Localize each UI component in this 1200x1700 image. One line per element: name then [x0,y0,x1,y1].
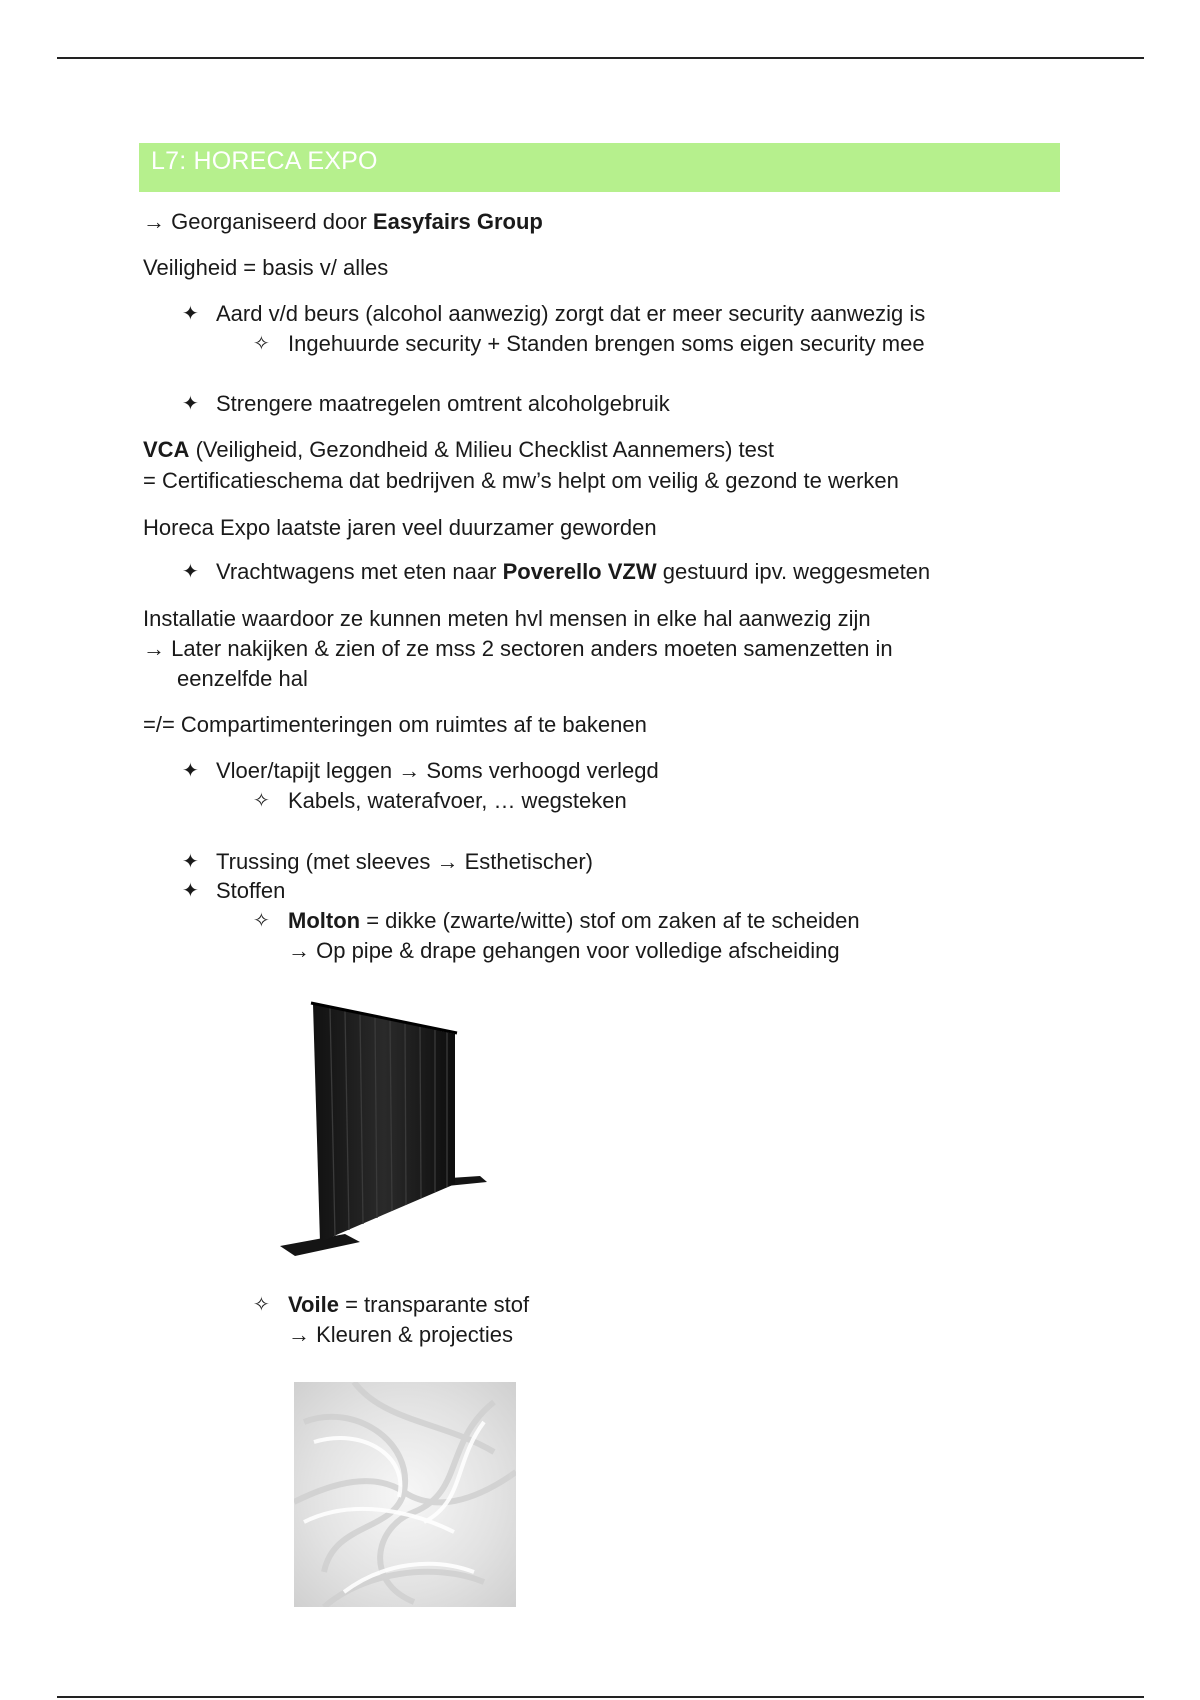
bullet-icon: ✦ [182,851,199,873]
bullet-icon: ✦ [182,760,199,782]
molton-line: Molton = dikke (zwarte/witte) stof om zaken af te scheiden [288,908,860,933]
sub-bullet-icon: ✧ [253,1294,270,1316]
bullet-icon: ✦ [182,303,199,325]
compart-floor: Vloer/tapijt leggen → Soms verhoogd verlegd [216,758,659,783]
bullet-icon: ✦ [182,880,199,902]
section-heading: L7: HORECA EXPO [151,147,378,175]
poverello-name: Poverello VZW [502,559,657,584]
vca-definition: = Certificatieschema dat bedrijven & mw’s helpt om veilig & gezond te werken [143,468,899,493]
voile-fabric-image [294,1382,516,1607]
install-line-3: eenzelfde hal [177,666,308,691]
molton-term: Molton [288,908,361,933]
organized-line: → Georganiseerd door Easyfairs Group [143,209,543,234]
bullet-icon: ✦ [182,561,199,583]
safety-bullet-1: Aard v/d beurs (alcohol aanwezig) zorgt dat er meer security aanwezig is [216,301,926,326]
install-line-2: → Later nakijken & zien of ze mss 2 sectoren anders moeten samenzetten in [143,636,893,661]
compart-fabrics: Stoffen [216,878,286,903]
section-heading-bar [139,143,1060,192]
voile-line-2: → Kleuren & projecties [288,1322,513,1347]
sustain-bullet: Vrachtwagens met eten naar Poverello VZW gestuurd ipv. weggesmeten [216,559,931,584]
organizer-name: Easyfairs Group [372,209,543,234]
bottom-rule [57,1696,1144,1698]
safety-line: Veiligheid = basis v/ alles [143,255,389,280]
vca-term: VCA [143,437,190,462]
safety-bullet-2: Strengere maatregelen omtrent alcoholgebruik [216,391,670,416]
molton-line-2: → Op pipe & drape gehangen voor volledige afscheiding [288,938,840,963]
compart-cables: Kabels, waterafvoer, … wegsteken [288,788,627,813]
curtain-image [275,998,487,1266]
bullet-icon: ✦ [182,393,199,415]
sustain-line: Horeca Expo laatste jaren veel duurzamer geworden [143,515,657,540]
voile-term: Voile [288,1292,339,1317]
compart-line: =/= Compartimenteringen om ruimtes af te bakenen [143,712,647,737]
sub-bullet-icon: ✧ [253,910,270,932]
install-line-1: Installatie waardoor ze kunnen meten hvl mensen in elke hal aanwezig zijn [143,606,871,631]
compart-trussing: Trussing (met sleeves → Esthetischer) [216,849,593,874]
safety-sub-bullet-1: Ingehuurde security + Standen brengen soms eigen security mee [288,331,925,356]
top-rule [57,57,1144,59]
voile-line: Voile = transparante stof [288,1292,530,1317]
vca-line: VCA (Veiligheid, Gezondheid & Milieu Checklist Aannemers) test [143,437,774,462]
sub-bullet-icon: ✧ [253,333,270,355]
sub-bullet-icon: ✧ [253,790,270,812]
